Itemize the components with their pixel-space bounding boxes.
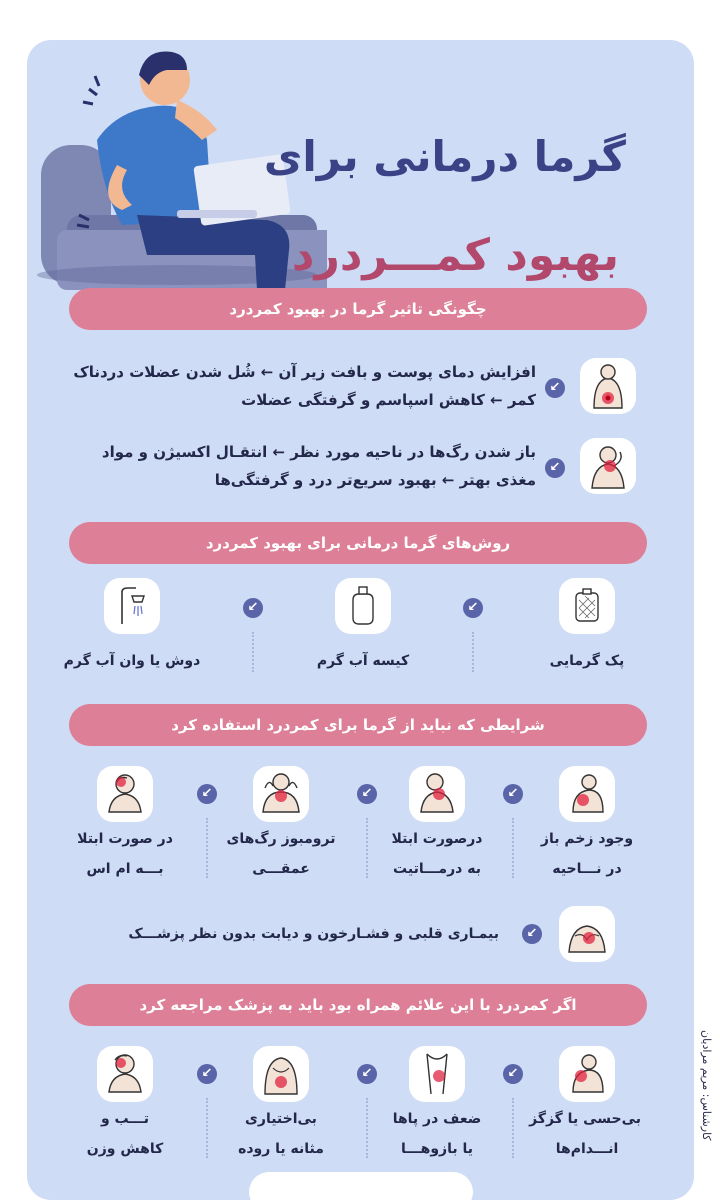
divider xyxy=(512,1098,514,1158)
sign-4-line1: تـــب و xyxy=(100,1111,149,1127)
section-header-heat-effect: چگونگی تاثیر گرما در بهبود کمردرد xyxy=(69,288,647,330)
bottom-tab xyxy=(249,1172,473,1200)
contra-wide-text: بیمـاری قلبی و فشـارخون و دیابت بدون نظر پزشـــک xyxy=(128,926,499,942)
effect-2-line2: مغذی بهتر ← بهبود سریع‌تر درد و گرفتگی‌ها xyxy=(214,471,536,489)
thrombosis-icon xyxy=(253,766,309,822)
sign-2-line2: یا بازوهـــا xyxy=(401,1141,473,1157)
sign-4-line2: کاهش وزن xyxy=(86,1141,164,1157)
arrow-bullet-icon: ↙ xyxy=(503,784,523,804)
chest-pain-icon xyxy=(559,906,615,962)
sign-1-line1: بی‌حسی یا گزگز xyxy=(529,1111,641,1127)
section-header-contraindications: شرایطی که نباید از گرما برای کمردرد استفاده کرد xyxy=(69,704,647,746)
effect-1-line1: افزایش دمای پوست و بافت زیر آن ← شُل شدن عضلات دردناک xyxy=(73,363,536,381)
arrow-bullet-icon: ↙ xyxy=(545,378,565,398)
divider xyxy=(252,632,254,672)
arrow-bullet-icon: ↙ xyxy=(357,1064,377,1084)
infographic-card xyxy=(27,40,694,1200)
ms-headache-icon xyxy=(97,766,153,822)
sign-3-line2: مثانه یا روده xyxy=(238,1141,324,1157)
section-header-warning-signs: اگر کمردرد با این علائم همراه بود باید به پزشک مراجعه کرد xyxy=(69,984,647,1026)
method-shower-label: دوش یا وان آب گرم xyxy=(63,653,201,669)
sign-1-line2: انـــدام‌ها xyxy=(555,1141,619,1157)
main-title-line1: گرما درمانی برای xyxy=(263,132,626,181)
divider xyxy=(206,1098,208,1158)
main-title-line2: بهبود کمـــردرد xyxy=(291,230,619,281)
heat-pack-icon xyxy=(559,578,615,634)
fever-icon xyxy=(97,1046,153,1102)
arrow-bullet-icon: ↙ xyxy=(522,924,542,944)
contra-4-line2: بـــه ام اس xyxy=(86,861,164,877)
contra-3-line1: ترومبوز رگ‌های xyxy=(226,831,336,847)
contra-2-line2: به درمـــاتیت xyxy=(393,861,481,877)
sign-2-line1: ضعف در پاها xyxy=(392,1111,482,1127)
contra-1-line1: وجود زخم باز xyxy=(540,831,634,847)
shower-icon xyxy=(104,578,160,634)
effect-2-line1: باز شدن رگ‌ها در ناحیه مورد نظر ← انتقـال اکسیژن و مواد xyxy=(101,443,536,461)
dermatitis-icon xyxy=(409,766,465,822)
method-heat-pack-label: پک گرمایی xyxy=(549,653,625,669)
divider xyxy=(472,632,474,672)
divider xyxy=(366,1098,368,1158)
back-pain-icon xyxy=(580,358,636,414)
arrow-bullet-icon: ↙ xyxy=(357,784,377,804)
contra-2-line1: درصورت ابتلا xyxy=(391,831,483,847)
arrow-bullet-icon: ↙ xyxy=(197,1064,217,1084)
sign-3-line1: بی‌اختیاری xyxy=(245,1111,317,1127)
section-header-heat-methods: روش‌های گرما درمانی برای بهبود کمردرد xyxy=(69,522,647,564)
hot-water-bag-icon xyxy=(335,578,391,634)
author-credit: کارشناس: مریم مرادیان xyxy=(700,1030,713,1141)
divider xyxy=(512,818,514,878)
arrow-bullet-icon: ↙ xyxy=(243,598,263,618)
arrow-bullet-icon: ↙ xyxy=(197,784,217,804)
contra-3-line2: عمقـــی xyxy=(252,861,310,877)
divider xyxy=(206,818,208,878)
bladder-icon xyxy=(253,1046,309,1102)
contra-4-line1: در صورت ابتلا xyxy=(77,831,173,847)
leg-weakness-icon xyxy=(409,1046,465,1102)
wound-icon xyxy=(559,766,615,822)
effect-1-line2: کمر ← کاهش اسپاسم و گرفتگی عضلات xyxy=(241,391,536,409)
arrow-bullet-icon: ↙ xyxy=(463,598,483,618)
contra-1-line2: در نـــاحیه xyxy=(552,861,622,877)
arrow-bullet-icon: ↙ xyxy=(503,1064,523,1084)
neck-pain-icon xyxy=(580,438,636,494)
method-hot-water-bag-label: کیسه آب گرم xyxy=(316,653,410,669)
divider xyxy=(366,818,368,878)
arrow-bullet-icon: ↙ xyxy=(545,458,565,478)
numbness-icon xyxy=(559,1046,615,1102)
